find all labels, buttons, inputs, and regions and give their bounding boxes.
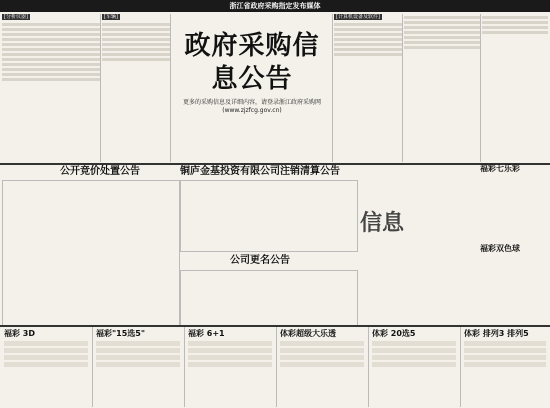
heading-invest-notice: 铜庐金基投资有限公司注销清算公告 [180, 166, 340, 177]
column-notices-f [482, 14, 548, 162]
lottery-6plus1 [184, 327, 277, 407]
right-lottery-column [452, 164, 548, 324]
heading-info: 信息 [360, 211, 405, 236]
column-vehicles [102, 14, 171, 162]
column-computer-equipment [334, 14, 403, 162]
lottery-20x5-title: 体彩 20选5 [372, 329, 416, 338]
column-notices-e [404, 14, 481, 162]
lottery-15x5 [92, 327, 185, 407]
masthead-subtitle: 更多的采购信息及详细内容，请登录浙江政府采购网(www.zjzfcg.gov.cn) [182, 99, 321, 114]
section-tag-analysis: [分析仪器] [4, 14, 28, 20]
lottery-super-lotto [276, 327, 369, 407]
lottery-3d [0, 327, 93, 407]
lottery-pick3-pick5-title: 体彩 排列3 排列5 [464, 329, 529, 338]
heading-price-check: 公开竞价处置公告 [60, 166, 140, 177]
page-header-bar [0, 0, 550, 12]
column-analysis-instruments [2, 14, 101, 162]
heading-double-color: 福彩双色球 [480, 244, 520, 253]
lottery-20x5 [368, 327, 461, 407]
masthead-center [172, 14, 333, 162]
heading-lucky7: 福彩七乐彩 [480, 164, 520, 173]
lottery-6plus1-title: 福彩 6+1 [188, 329, 225, 338]
section-tag-computer: [计算机设备及软件] [336, 14, 380, 20]
name-change-body [180, 270, 358, 326]
lottery-pick3-pick5 [460, 327, 550, 407]
invest-notice-body [180, 180, 358, 252]
section-tag-vehicles: [车辆] [104, 14, 118, 20]
heading-name-change: 公司更名公告 [230, 255, 290, 266]
header-title: 浙江省政府采购指定发布媒体 [229, 2, 321, 10]
lottery-3d-title: 福彩 3D [4, 329, 35, 338]
price-check-body [2, 180, 180, 326]
masthead-title: 政府采购信息公告 [184, 31, 320, 94]
lottery-15x5-title: 福彩"15选5" [96, 329, 146, 338]
lottery-super-lotto-title: 体彩超级大乐透 [280, 329, 336, 338]
